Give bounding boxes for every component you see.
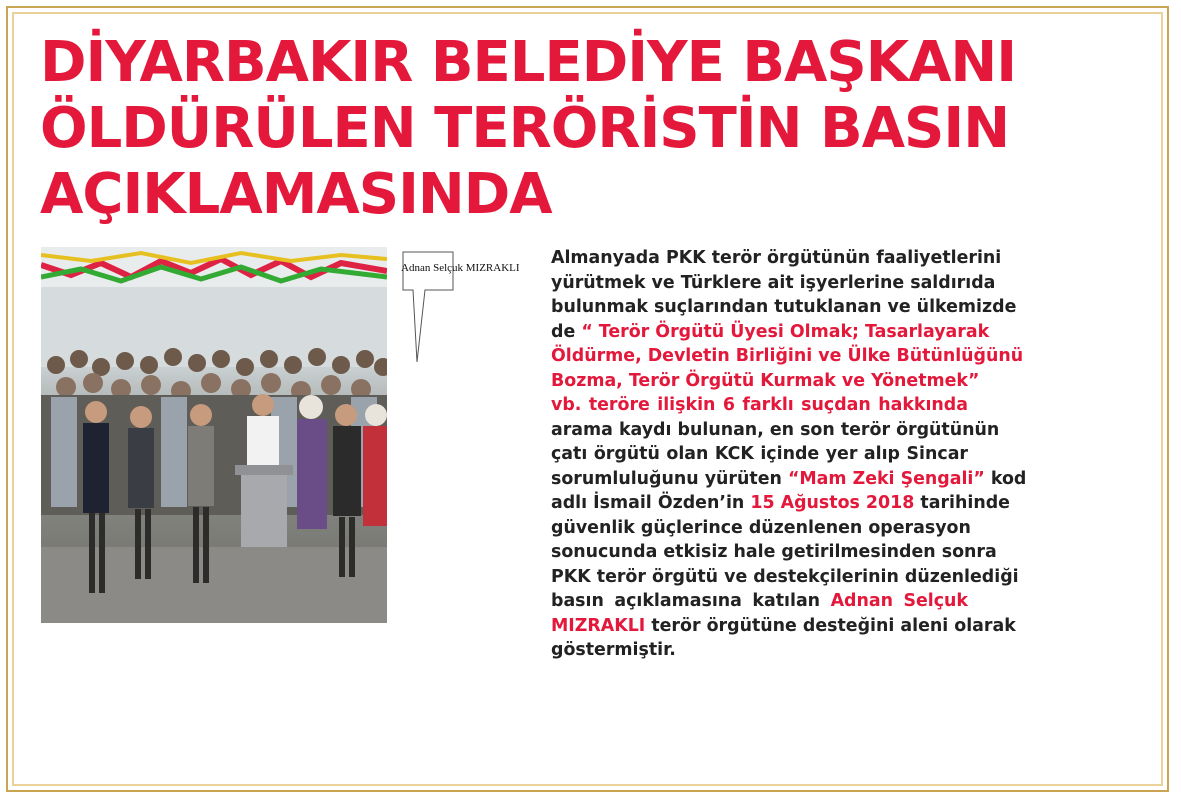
crowd-illustration (41, 247, 387, 623)
article-text: sorumluluğunu yürüten (551, 468, 782, 489)
article-line (551, 320, 990, 345)
article-line: PKK terör örgütü ve destekçilerinin düzenlediği (551, 566, 1019, 587)
article-line (551, 614, 1016, 639)
headline-line-2: ÖLDÜRÜLEN TERÖRİSTİN BASIN (40, 96, 1010, 161)
article-body (551, 246, 1027, 663)
article-line: Almanyada PKK terör örgütünün faaliyetlerini (551, 248, 1002, 268)
article-line: arama kaydı bulunan, en son terör örgütünün (551, 419, 1000, 440)
article-text: tarihinde (920, 493, 1010, 513)
charges-highlight: vb. teröre ilişkin 6 farklı suçdan hakkında (551, 395, 968, 415)
press-conference-photo (41, 247, 387, 623)
article-line: güvenlik güçlerince düzenlenen operasyon (551, 517, 971, 538)
article-line: bulunmak suçlarından tutuklanan ve ülkemizde (551, 297, 1017, 317)
date-highlight: 15 Ağustos 2018 (750, 493, 915, 513)
article-line (551, 491, 1010, 516)
article-line: sonucunda etkisiz hale getirilmesinden sonra (551, 542, 997, 562)
headline-line-3: AÇIKLAMASINDA (40, 162, 552, 227)
codename-highlight: “Mam Zeki Şengali” (787, 468, 985, 489)
charges-highlight: “ Terör Örgütü Üyesi Olmak; Tasarlayarak (581, 321, 990, 342)
article-text: adlı İsmail Özden’in (551, 493, 745, 513)
article-text: de (551, 321, 576, 342)
article-text: terör örgütüne desteğini aleni olarak (651, 615, 1016, 636)
article-text: basın açıklamasına katılan (551, 591, 821, 611)
headline (40, 30, 1150, 228)
article-line (551, 467, 1027, 492)
article-text: kod (990, 468, 1027, 489)
article-line: çatı örgütü olan KCK içinde yer alıp Sincar (551, 444, 968, 464)
name-highlight: Adnan Selçuk (830, 591, 968, 611)
article-line (551, 589, 968, 614)
article-line: göstermiştir. (551, 640, 676, 660)
article-line: yürütmek ve Türklere ait işyerlerine saldırıda (551, 272, 996, 293)
charges-highlight: Bozma, Terör Örgütü Kurmak ve Yönetmek” (551, 370, 980, 391)
charges-highlight: Öldürme, Devletin Birliğini ve Ülke Bütünlüğünü (551, 346, 1024, 366)
name-highlight: MIZRAKLI (551, 615, 646, 636)
headline-line-1: DİYARBAKIR BELEDİYE BAŞKANI (40, 30, 1017, 95)
photo-caption: Adnan Selçuk MIZRAKLI (401, 262, 520, 274)
